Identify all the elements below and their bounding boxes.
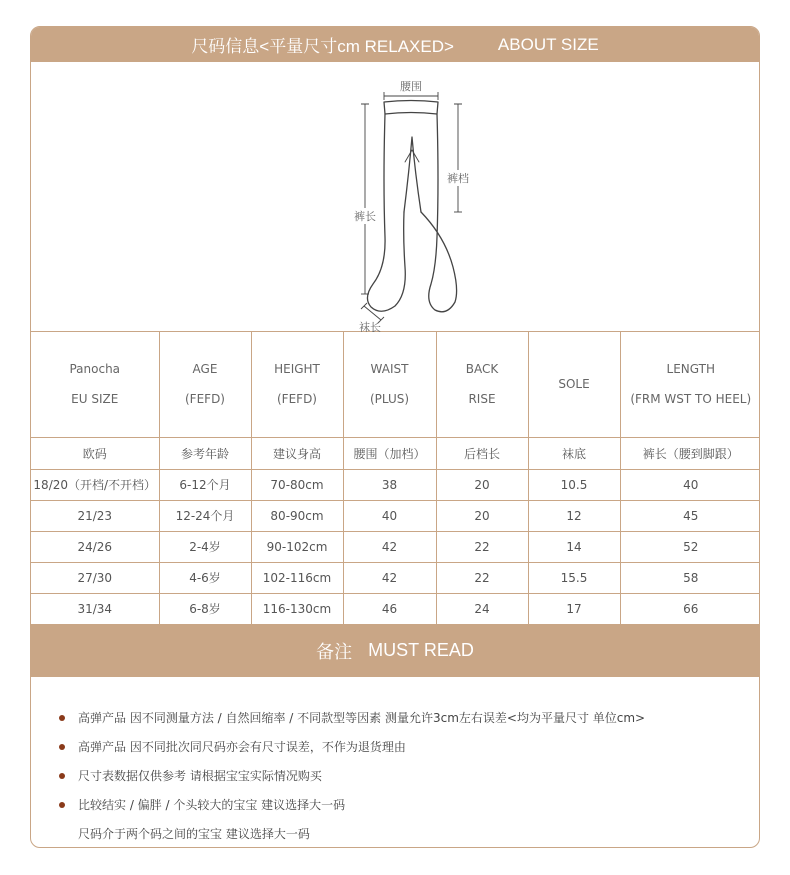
table-cell: 14 — [528, 531, 620, 562]
note-text: 尺寸表数据仅供参考 请根据宝宝实际情况购买 — [78, 769, 322, 783]
table-cell: 38 — [343, 469, 436, 500]
table-row — [31, 593, 760, 624]
tights-right-leg — [421, 114, 457, 312]
column-header: SOLE — [528, 332, 620, 437]
waist-label: 腰围 — [400, 80, 422, 93]
note-item — [59, 761, 759, 790]
column-header-cn: 裤长（腰到脚跟） — [620, 437, 760, 469]
size-header-title-cn: 尺码信息<平量尺寸cm RELAXED> — [191, 37, 454, 56]
note-text: 比较结实 / 偏胖 / 个头较大的宝宝 建议选择大一码 — [78, 798, 346, 812]
table-cell: 52 — [620, 531, 760, 562]
table-cell: 17 — [528, 593, 620, 624]
table-cell: 42 — [343, 562, 436, 593]
table-cell: 10.5 — [528, 469, 620, 500]
table-cell: 15.5 — [528, 562, 620, 593]
table-cell: 4-6岁 — [159, 562, 251, 593]
column-header-cn: 欧码 — [31, 437, 159, 469]
table-cell: 20 — [436, 500, 528, 531]
table-cell: 6-8岁 — [159, 593, 251, 624]
length-label: 裤长 — [354, 210, 376, 223]
bullet-icon — [59, 802, 65, 808]
bullet-icon — [59, 744, 65, 750]
table-cn-header-row — [31, 437, 760, 469]
tights-waistband — [384, 101, 438, 115]
table-header-row — [31, 332, 760, 437]
size-header-title-en: ABOUT SIZE — [497, 34, 599, 54]
column-header-cn: 后档长 — [436, 437, 528, 469]
table-cell: 102-116cm — [251, 562, 343, 593]
table-cell: 6-12个月 — [159, 469, 251, 500]
tights-gusset — [405, 150, 419, 162]
table-row — [31, 500, 760, 531]
bullet-icon — [59, 773, 65, 779]
table-cell: 116-130cm — [251, 593, 343, 624]
table-cell: 40 — [620, 469, 760, 500]
table-cell: 40 — [343, 500, 436, 531]
table-cell: 31/34 — [31, 593, 159, 624]
note-item — [59, 790, 759, 819]
table-cell: 90-102cm — [251, 531, 343, 562]
table-cell: 12-24个月 — [159, 500, 251, 531]
table-cell: 70-80cm — [251, 469, 343, 500]
table-cell: 46 — [343, 593, 436, 624]
note-item — [59, 703, 759, 732]
column-header-cn: 建议身高 — [251, 437, 343, 469]
sole-label: 袜长 — [359, 321, 381, 332]
table-cell: 20 — [436, 469, 528, 500]
note-text: 尺码介于两个码之间的宝宝 建议选择大一码 — [78, 827, 310, 841]
table-cell: 66 — [683, 601, 699, 616]
table-cell: 2-4岁 — [159, 531, 251, 562]
table-cell: 22 — [436, 562, 528, 593]
note-item — [59, 819, 759, 848]
tights-illustration — [31, 62, 760, 332]
notes-header-title-en: MUST READ — [368, 640, 474, 660]
table-cell: 21/23 — [31, 500, 159, 531]
size-header — [31, 27, 759, 62]
table-row — [31, 531, 760, 562]
table-cell: 12 — [528, 500, 620, 531]
rise-label: 裤档 — [447, 172, 469, 185]
table-cell: 80-90cm — [251, 500, 343, 531]
column-header-cn: 袜底 — [528, 437, 620, 469]
notes-header-title-cn: 备注 — [316, 641, 353, 662]
tights-crotch — [404, 137, 421, 212]
column-header: LENGTH (FRM WST TO HEEL) — [620, 332, 760, 437]
table-cell: 22 — [436, 531, 528, 562]
note-item — [59, 732, 759, 761]
column-header: BACK RISE — [436, 332, 528, 437]
column-header: AGE (FEFD) — [159, 332, 251, 437]
tights-diagram — [31, 62, 759, 332]
column-header: Panocha EU SIZE — [31, 332, 159, 437]
bullet-icon — [59, 715, 65, 721]
table-cell: 24/26 — [31, 531, 159, 562]
column-header-cn: 腰围（加档） — [343, 437, 436, 469]
column-header: WAIST (PLUS) — [343, 332, 436, 437]
notes-header — [31, 624, 759, 677]
size-chart-card — [30, 26, 760, 848]
table-cell: 27/30 — [31, 562, 159, 593]
size-table — [31, 332, 760, 624]
table-cell: 58 — [620, 562, 760, 593]
table-cell: 18/20（开档/不开档） — [31, 469, 159, 500]
column-header: HEIGHT (FEFD) — [251, 332, 343, 437]
table-row — [31, 469, 760, 500]
note-text: 高弹产品 因不同测量方法 / 自然回缩率 / 不同款型等因素 测量允许3cm左右误差<均为平量尺寸 单位cm> — [78, 711, 646, 725]
notes-list — [31, 677, 759, 848]
note-text: 高弹产品 因不同批次同尺码亦会有尺寸误差，不作为退货理由 — [78, 740, 406, 754]
table-cell: 45 — [620, 500, 760, 531]
table-cell: 42 — [343, 531, 436, 562]
column-header-cn: 参考年龄 — [159, 437, 251, 469]
table-cell: 24 — [436, 593, 528, 624]
table-row — [31, 562, 760, 593]
